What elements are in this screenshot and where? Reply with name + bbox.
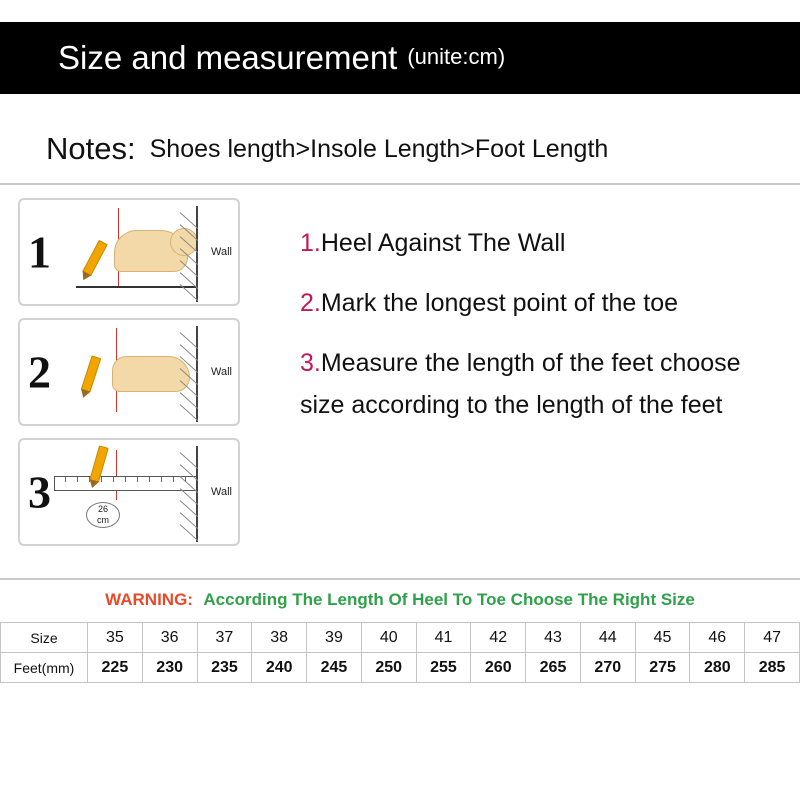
table-cell-size: 39 xyxy=(307,623,362,653)
table-cell-feet: 285 xyxy=(745,653,800,683)
table-cell-size: 35 xyxy=(88,623,143,653)
table-cell-size: 45 xyxy=(635,623,690,653)
measure-line-icon xyxy=(116,450,117,500)
pencil-icon xyxy=(82,240,108,276)
step-number: 2 xyxy=(28,346,51,398)
wall-hatch-icon xyxy=(180,328,198,420)
wall-label: Wall xyxy=(211,366,232,378)
table-cell-feet: 275 xyxy=(635,653,690,683)
wall-hatch-icon xyxy=(180,208,198,300)
instruction-index: 2. xyxy=(300,289,321,317)
table-cell-feet: 235 xyxy=(197,653,252,683)
table-row-feet xyxy=(1,653,800,683)
step-card-1 xyxy=(18,198,240,306)
wall-label: Wall xyxy=(211,246,232,258)
instruction-text: Measure the length of the feet choose size according to the length of the feet xyxy=(300,349,741,419)
instruction-item xyxy=(300,282,780,324)
measurement-badge xyxy=(86,502,120,528)
table-row-size xyxy=(1,623,800,653)
divider-bottom xyxy=(0,578,800,580)
table-cell-feet: 250 xyxy=(361,653,416,683)
table-cell-feet: 245 xyxy=(307,653,362,683)
step-number: 3 xyxy=(28,466,51,518)
notes-text: Shoes length>Insole Length>Foot Length xyxy=(149,134,609,163)
size-chart-table xyxy=(0,622,800,683)
row-header-feet: Feet(mm) xyxy=(1,653,88,683)
table-cell-size: 44 xyxy=(580,623,635,653)
warning-row xyxy=(0,590,800,610)
instruction-index: 3. xyxy=(300,349,321,377)
instruction-item xyxy=(300,342,780,426)
instruction-item xyxy=(300,222,780,264)
header-bar xyxy=(0,22,800,94)
wall-hatch-icon xyxy=(180,448,198,540)
table-cell-feet: 265 xyxy=(526,653,581,683)
table-cell-size: 38 xyxy=(252,623,307,653)
notes-row xyxy=(0,120,800,178)
table-cell-size: 40 xyxy=(361,623,416,653)
foot-icon xyxy=(112,356,190,392)
step-number: 1 xyxy=(28,226,51,278)
table-cell-feet: 280 xyxy=(690,653,745,683)
pencil-icon xyxy=(81,355,102,392)
warning-text: According The Length Of Heel To Toe Choose The Right Size xyxy=(203,590,695,609)
table-cell-size: 47 xyxy=(745,623,800,653)
instruction-text: Heel Against The Wall xyxy=(320,229,566,257)
table-cell-feet: 240 xyxy=(252,653,307,683)
instruction-text: Mark the longest point of the toe xyxy=(320,289,679,317)
badge-value: 26 xyxy=(97,504,108,514)
notes-label: Notes: xyxy=(46,131,136,166)
instruction-index: 1. xyxy=(300,229,321,257)
instruction-list xyxy=(300,222,780,444)
page-title: Size and measurement xyxy=(58,39,398,76)
row-header-size: Size xyxy=(1,623,88,653)
table-cell-feet: 225 xyxy=(88,653,143,683)
badge-unit: cm xyxy=(97,515,109,525)
table-cell-feet: 270 xyxy=(580,653,635,683)
table-cell-feet: 260 xyxy=(471,653,526,683)
table-cell-size: 42 xyxy=(471,623,526,653)
floor-line xyxy=(76,286,196,288)
table-cell-size: 36 xyxy=(142,623,197,653)
table-cell-size: 43 xyxy=(526,623,581,653)
wall-label: Wall xyxy=(211,486,232,498)
step-card-2 xyxy=(18,318,240,426)
table-cell-size: 41 xyxy=(416,623,471,653)
warning-label: WARNING: xyxy=(105,590,193,609)
step-diagrams xyxy=(18,198,240,558)
unit-label: (unite:cm) xyxy=(407,44,506,69)
table-cell-size: 37 xyxy=(197,623,252,653)
ruler-icon xyxy=(54,476,198,491)
table-cell-size: 46 xyxy=(690,623,745,653)
table-cell-feet: 255 xyxy=(416,653,471,683)
divider-top xyxy=(0,183,800,185)
step-card-3 xyxy=(18,438,240,546)
table-cell-feet: 230 xyxy=(142,653,197,683)
